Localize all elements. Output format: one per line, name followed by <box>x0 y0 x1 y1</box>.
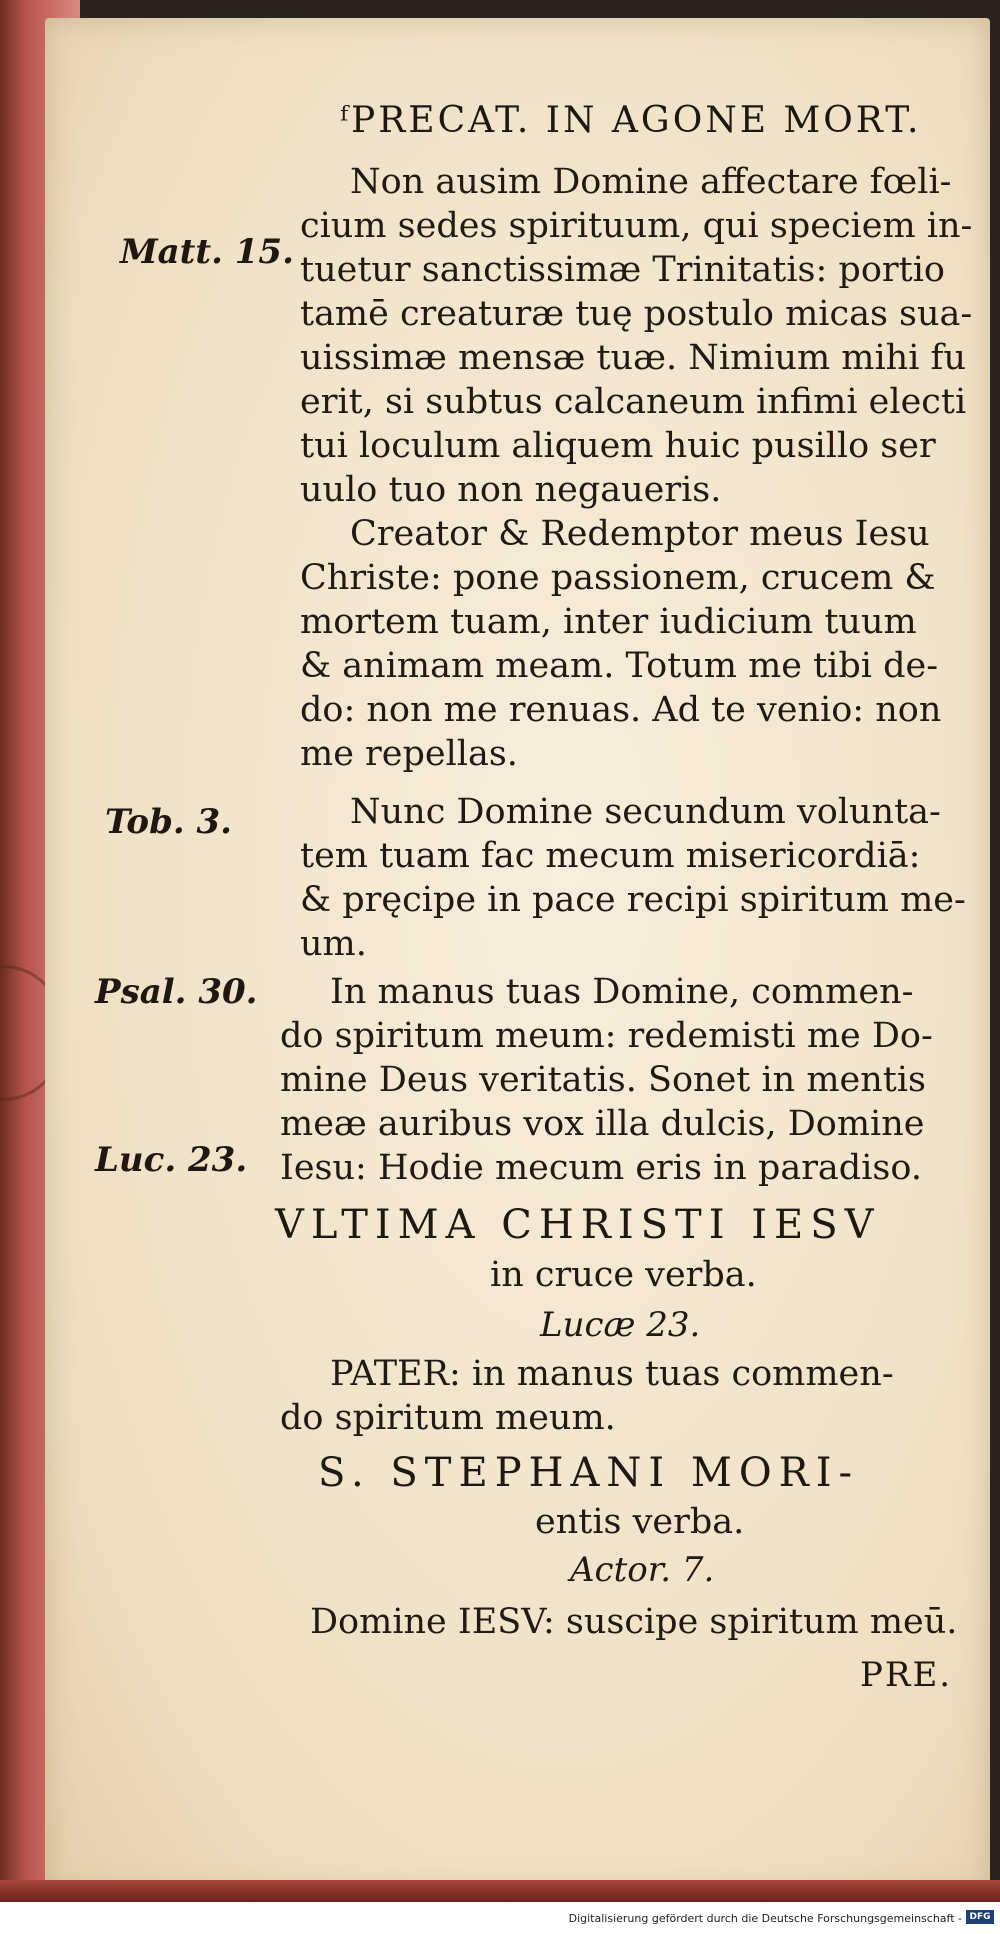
text-line: PATER: in manus tuas commen- <box>330 1354 894 1394</box>
text-line: meæ auribus vox illa dulcis, Domine <box>280 1104 925 1144</box>
dfg-logo-icon: DFG <box>966 1910 994 1924</box>
text-line: tem tuam fac mecum misericordiā: <box>300 836 921 876</box>
text-line: Domine IESV: suscipe spiritum meū. <box>310 1602 958 1642</box>
text-line: Nunc Domine secundum volunta- <box>350 792 941 832</box>
margin-note-matt: Matt. 15. <box>120 232 294 272</box>
text-line: tuetur sanctissimæ Trinitatis: portio <box>300 250 945 290</box>
paragraph-3 <box>300 790 966 966</box>
text-line: Creator & Redemptor meus Iesu <box>350 514 930 554</box>
section-subheading-ultima: in cruce verba. <box>490 1255 757 1295</box>
page-bottom-edge <box>0 1880 1000 1902</box>
paragraph-4 <box>280 970 933 1190</box>
text-line: & animam meam. Totum me tibi de- <box>300 646 939 686</box>
text-line: cium sedes spirituum, qui speciem in- <box>300 206 973 246</box>
paragraph-1 <box>300 160 973 512</box>
section-text-pater <box>280 1352 930 1440</box>
margin-note-luc: Luc. 23. <box>95 1140 248 1180</box>
text-line: do: non me renuas. Ad te venio: non <box>300 690 942 730</box>
text-line: do spiritum meum. <box>280 1398 616 1438</box>
text-line: uissimæ mensæ tuæ. Nimium mihi fu <box>300 338 967 378</box>
text-line: tamē creaturæ tuę postulo micas sua- <box>300 294 973 334</box>
section-heading-ultima: VLTIMA CHRISTI IESV <box>275 1202 881 1248</box>
text-line: erit, si subtus calcaneum infimi electi <box>300 382 967 422</box>
text-line: mortem tuam, inter iudicium tuum <box>300 602 917 642</box>
section-reference-luca: Lucæ 23. <box>540 1305 701 1345</box>
text-line: Christe: pone passionem, crucem & <box>300 558 936 598</box>
text-line: mine Deus veritatis. Sonet in mentis <box>280 1060 926 1100</box>
section-text-domine <box>310 1600 960 1644</box>
text-line: & pręcipe in pace recipi spiritum me- <box>300 880 966 920</box>
text-line: me repellas. <box>300 734 518 774</box>
section-subheading-stephani: entis verba. <box>535 1502 745 1542</box>
text-line: In manus tuas Domine, commen- <box>330 972 914 1012</box>
running-head: ᶠPRECAT. IN AGONE MORT. <box>340 100 922 141</box>
text-line: uulo tuo non negaueris. <box>300 470 722 510</box>
text-line: um. <box>300 924 367 964</box>
text-line: do spiritum meum: redemisti me Do- <box>280 1016 933 1056</box>
paragraph-2 <box>300 512 950 776</box>
margin-note-tob: Tob. 3. <box>105 802 233 842</box>
section-reference-actor: Actor. 7. <box>570 1550 715 1590</box>
catchword: PRE. <box>860 1655 953 1695</box>
text-line: tui loculum aliquem huic pusillo ser <box>300 426 936 466</box>
section-heading-stephani: S. STEPHANI MORI- <box>318 1450 860 1496</box>
margin-note-psal: Psal. 30. <box>95 972 258 1012</box>
text-line: Iesu: Hodie mecum eris in paradiso. <box>280 1148 922 1188</box>
footer-credit: Digitalisierung gefördert durch die Deutsche Forschungsgemeinschaft - <box>568 1912 962 1925</box>
text-line: Non ausim Domine affectare fœli- <box>350 162 952 202</box>
